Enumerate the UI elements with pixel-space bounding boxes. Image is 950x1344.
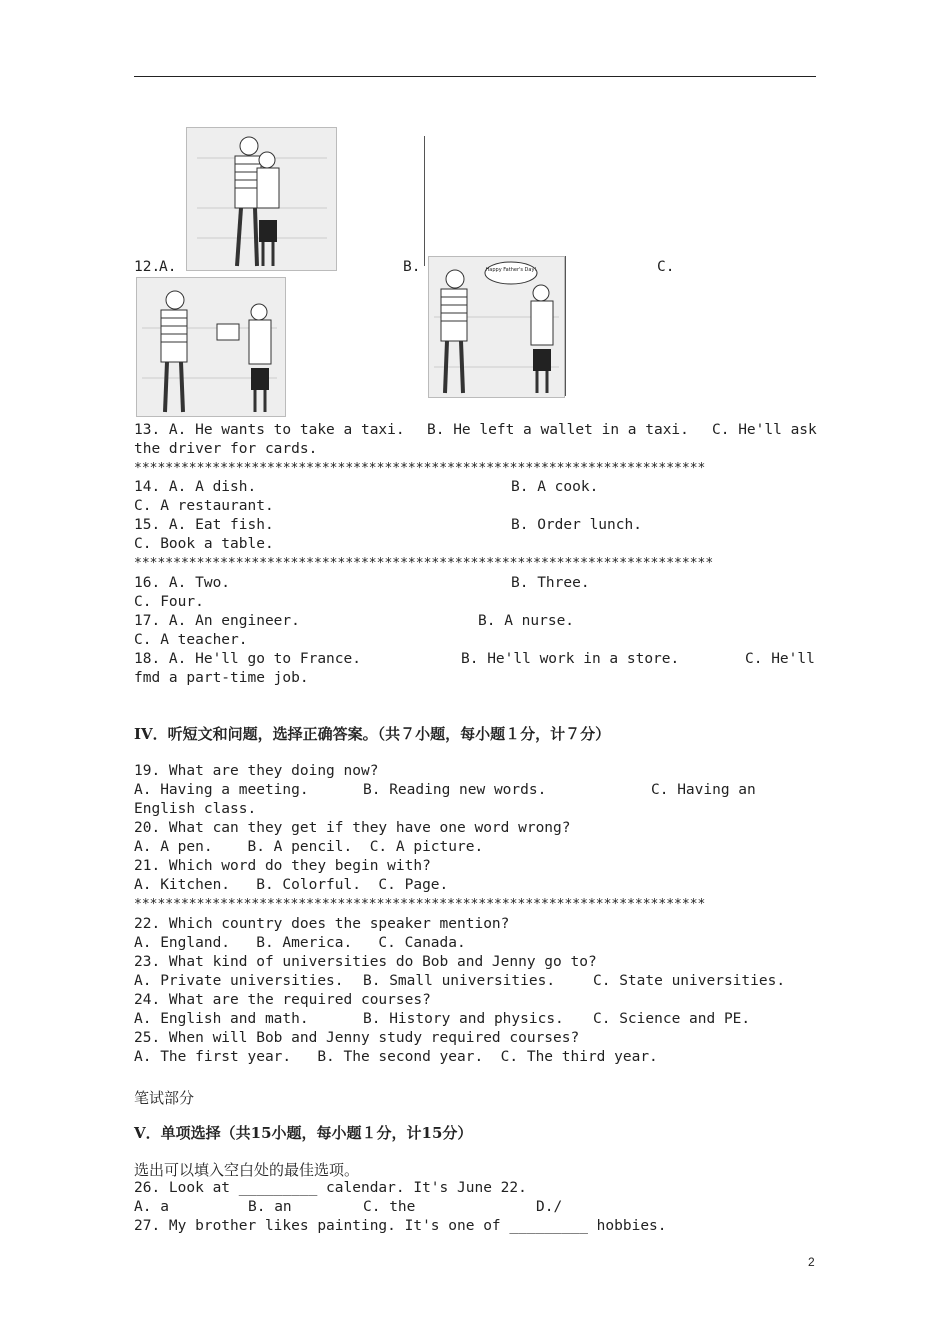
q23-option-c: C. State universities. (593, 973, 786, 989)
q21-options: A. Kitchen. B. Colorful. C. Page. (134, 877, 449, 893)
q24-option-b: B. History and physics. (363, 1011, 564, 1027)
q19-question: 19. What are they doing now? (134, 763, 379, 779)
q24-option-c: C. Science and PE. (593, 1011, 751, 1027)
q26-question: 26. Look at _________ calendar. It's June 22. (134, 1180, 527, 1196)
separator-stars: ************************************************************************* (134, 461, 706, 476)
written-part-label: 笔试部分 (134, 1089, 195, 1107)
q21-question: 21. Which word do they begin with? (134, 858, 431, 874)
q25-question: 25. When will Bob and Jenny study required courses? (134, 1030, 580, 1046)
illustration-card (429, 257, 564, 397)
q13-option-b: B. He left a wallet in a taxi. (427, 422, 689, 438)
q22-question: 22. Which country does the speaker mention? (134, 916, 510, 932)
q12-option-b: B. (403, 259, 421, 275)
separator-stars: ************************************************************************** (134, 556, 714, 571)
divider-line (424, 136, 425, 266)
illustration-gift (137, 278, 285, 416)
section-v-heading: V．单项选择（共15小题，每小题１分，计15分） (134, 1124, 473, 1142)
q15-option-a: 15. A. Eat fish. (134, 517, 274, 533)
q15-option-c: C. Book a table. (134, 536, 274, 552)
q17-option-c: C. A teacher. (134, 632, 248, 648)
q19-option-c: C. Having an (651, 782, 756, 798)
q26-option-d: D./ (536, 1199, 563, 1215)
q12-option-a: A. (159, 259, 177, 275)
q18-option-a: 18. A. He'll go to France. (134, 651, 361, 667)
q16-option-b: B. Three. (511, 575, 590, 591)
q18-option-b: B. He'll work in a store. (461, 651, 680, 667)
q23-question: 23. What kind of universities do Bob and Jenny go to? (134, 954, 597, 970)
picture-12c-card (428, 256, 565, 398)
separator-stars: ************************************************************************* (134, 897, 706, 912)
q17-option-b: B. A nurse. (478, 613, 575, 629)
q27-question: 27. My brother likes painting. It's one of _________ hobbies. (134, 1218, 667, 1234)
picture-12b-gift (136, 277, 286, 417)
q26-option-b: B. an (248, 1199, 292, 1215)
q16-option-a: 16. A. Two. (134, 575, 231, 591)
q20-question: 20. What can they get if they have one word wrong? (134, 820, 571, 836)
instructions: 选出可以填入空白处的最佳选项。 (134, 1161, 360, 1179)
header-rule (134, 76, 816, 77)
q26-option-a: A. a (134, 1199, 169, 1215)
picture-12a-hug (186, 127, 337, 271)
q12-number: 12. (134, 259, 161, 275)
q13-option-a: 13. A. He wants to take a taxi. (134, 422, 405, 438)
page-number: 2 (808, 1255, 815, 1269)
divider-line (565, 256, 566, 396)
q23-option-a: A. Private universities. (134, 973, 344, 989)
q24-question: 24. What are the required courses? (134, 992, 431, 1008)
q18-option-c: C. He'll (745, 651, 815, 667)
q23-option-b: B. Small universities. (363, 973, 556, 989)
q13-option-c: C. He'll ask (712, 422, 817, 438)
q14-option-c: C. A restaurant. (134, 498, 274, 514)
q24-option-a: A. English and math. (134, 1011, 309, 1027)
q18-option-c-cont: fmd a part-time job. (134, 670, 309, 686)
card-text: Happy Father's Day! (485, 267, 537, 273)
q19-option-c-cont: English class. (134, 801, 257, 817)
q19-option-a: A. Having a meeting. (134, 782, 309, 798)
q15-option-b: B. Order lunch. (511, 517, 642, 533)
q20-options: A. A pen. B. A pencil. C. A picture. (134, 839, 484, 855)
q14-option-a: 14. A. A dish. (134, 479, 257, 495)
q19-option-b: B. Reading new words. (363, 782, 547, 798)
section-iv-heading: IV．听短文和问题，选择正确答案。（共７小题，每小题１分，计７分） (134, 725, 611, 743)
q14-option-b: B. A cook. (511, 479, 599, 495)
q26-option-c: C. the (363, 1199, 416, 1215)
q13-option-c-cont: the driver for cards. (134, 441, 318, 457)
q25-options: A. The first year. B. The second year. C. The third year. (134, 1049, 658, 1065)
q12-option-c: C. (657, 259, 675, 275)
q22-options: A. England. B. America. C. Canada. (134, 935, 466, 951)
q16-option-c: C. Four. (134, 594, 204, 610)
q17-option-a: 17. A. An engineer. (134, 613, 300, 629)
illustration-hug (187, 128, 336, 270)
